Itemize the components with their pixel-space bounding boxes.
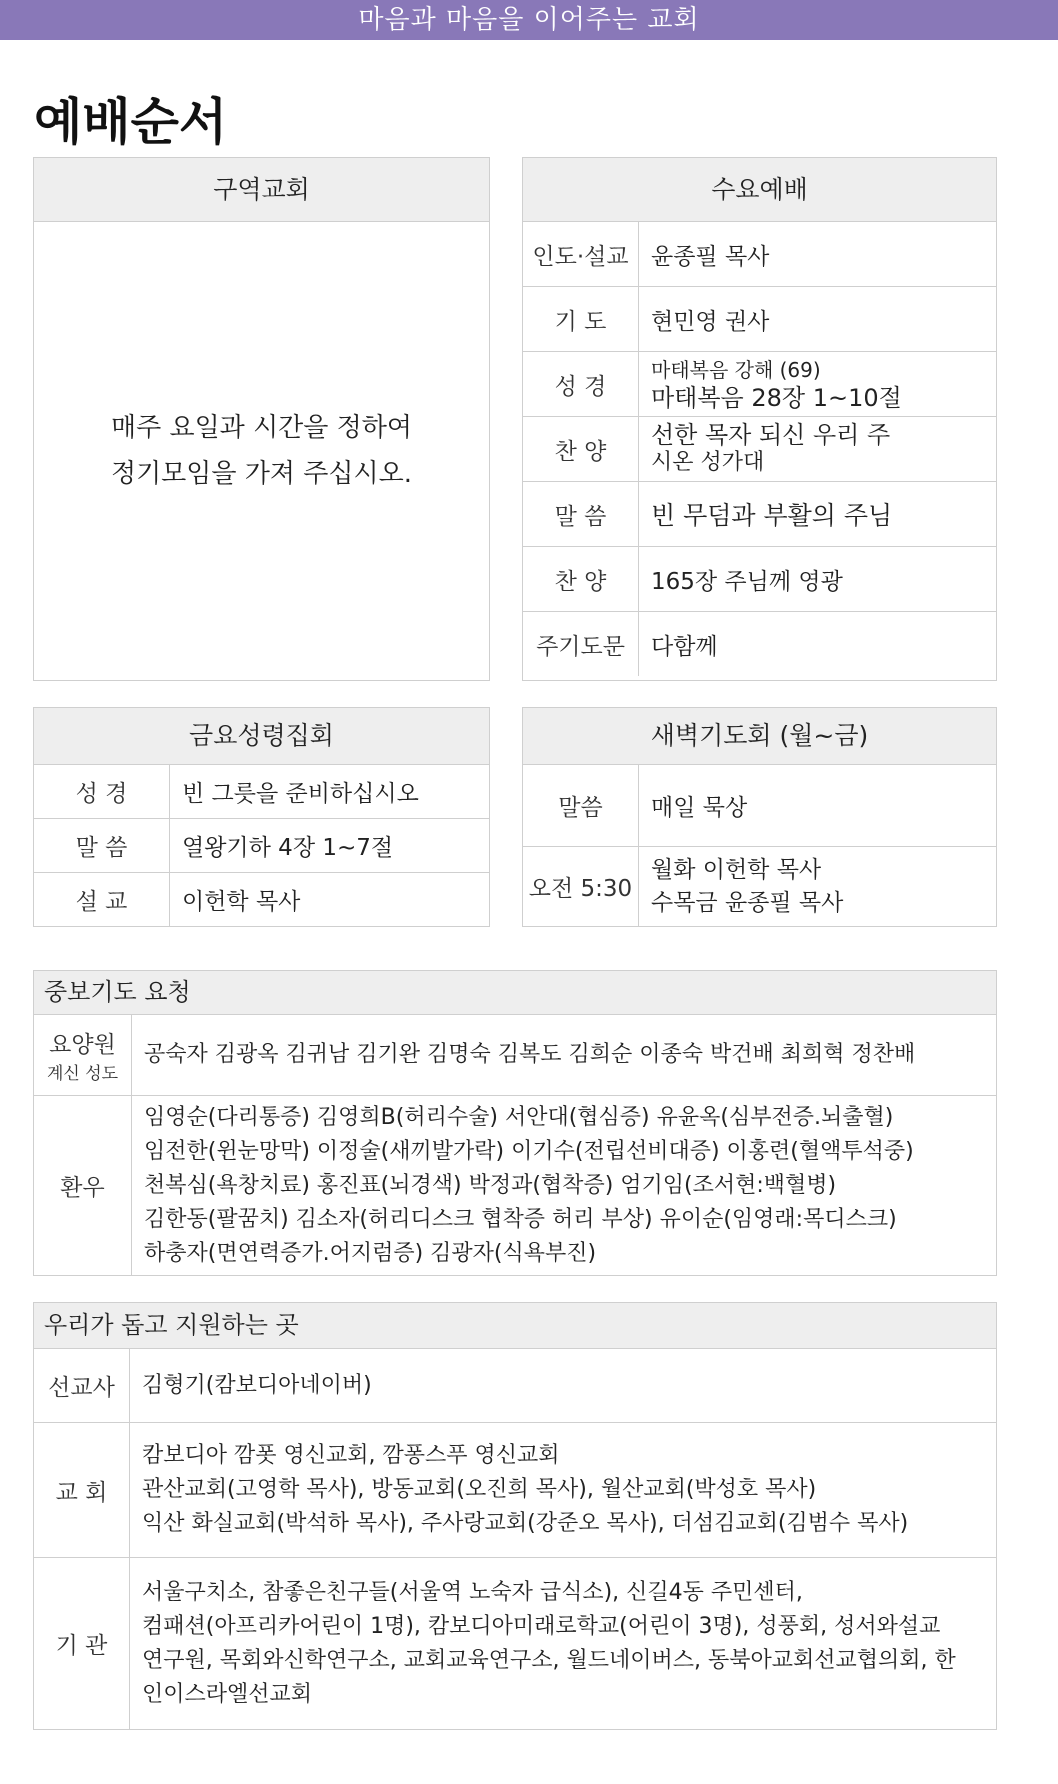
wednesday-row [523,287,996,352]
row-value: 빈 무덤과 부활의 주님 [651,501,893,530]
nursing-label-main: 요양원 [49,1032,116,1058]
patient-line: 하충자(면연력증가.어지럼증) 김광자(식욕부진) [144,1240,597,1266]
organization-line: 연구원, 목회와신학연구소, 교회교육연구소, 월드네이버스, 동북아교회선교협의회, 한 [142,1647,956,1673]
district-church-box [33,157,490,681]
friday-row [34,765,489,819]
missionary-row [34,1349,996,1423]
row-label: 오전 5:30 [523,847,639,926]
row-value: 매일 묵상 [651,795,748,821]
row-value: 이헌학 목사 [182,889,301,915]
row-value: 현민영 권사 [651,308,770,335]
support-title: 우리가 돕고 지원하는 곳 [34,1303,996,1349]
organization-label: 기 관 [34,1558,130,1729]
row-label: 찬 양 [523,547,639,611]
patient-line: 임전한(윈눈망막) 이정술(새끼발가락) 이기수(전립선비대증) 이홍련(혈액투석중) [144,1138,914,1164]
patient-line: 천복심(욕창치료) 홍진표(뇌경색) 박정과(협착증) 엄기임(조서현:백혈병) [144,1172,837,1198]
patient-line: 김한동(팔꿈치) 김소자(허리디스크 협착증 허리 부상) 유이순(임영래:목디스크) [144,1206,897,1232]
row-value [639,847,843,926]
wednesday-row [523,222,996,287]
hymn-title: 선한 목자 되신 우리 주 [651,421,891,449]
church-list [130,1423,908,1557]
organization-row [34,1558,996,1729]
row-label: 설 교 [34,873,170,926]
wednesday-service-title: 수요예배 [523,158,996,222]
row-value: 빈 그릇을 준비하십시오 [182,781,419,807]
top-banner: 마음과 마음을 이어주는 교회 [0,0,1058,40]
row-value [639,417,890,481]
missionary-value: 김형기(캄보디아네이버) [142,1372,372,1398]
prayer-request-box [33,970,997,1276]
missionary-label: 선교사 [34,1349,130,1422]
patients-list [132,1096,914,1275]
row-label: 인도·설교 [523,222,639,286]
page-title: 예배순서 [34,92,228,151]
nursing-home-names: 공숙자 김광옥 김귀남 김기완 김명숙 김복도 김희순 이종숙 박건배 최희혁 정찬배 [144,1042,916,1067]
friday-row [34,873,489,926]
organization-line: 서울구치소, 참좋은친구들(서울역 노숙자 급식소), 신길4동 주민센터, [142,1579,803,1605]
row-label: 찬 양 [523,417,639,481]
bible-passage: 마태복음 28장 1~10절 [651,384,902,412]
row-value [639,352,902,416]
nursing-label-sub: 계신 성도 [46,1064,119,1084]
dawn-row [523,847,996,926]
support-box [33,1302,997,1730]
district-note-line-2: 정기모임을 가져 주십시오. [110,459,413,489]
dawn-preacher-2: 수목금 윤종필 목사 [651,889,844,916]
friday-row [34,819,489,873]
row-value: 열왕기하 4장 1~7절 [182,835,394,861]
wednesday-row [523,547,996,612]
church-label: 교 회 [34,1423,130,1557]
wednesday-service-box [522,157,997,681]
patients-label: 환우 [34,1096,132,1275]
row-label: 기 도 [523,287,639,351]
organization-line: 컴패션(아프리카어린이 1명), 캄보디아미래로학교(어린이 3명), 성풍회, 성서와설교 [142,1613,941,1639]
patients-row [34,1096,996,1275]
church-line: 관산교회(고영학 목사), 방동교회(오진희 목사), 월산교회(박성호 목사) [142,1477,817,1502]
dawn-prayer-title: 새벽기도회 (월~금) [523,708,996,765]
prayer-request-title: 중보기도 요청 [34,971,996,1015]
row-label: 말 씀 [523,482,639,546]
bible-series: 마태복음 강해 (69) [651,358,821,382]
row-label: 성 경 [34,765,170,818]
row-label: 주기도문 [523,612,639,676]
choir-name: 시온 성가대 [651,450,765,475]
row-label: 성 경 [523,352,639,416]
nursing-home-label [34,1015,132,1095]
dawn-preacher-1: 월화 이헌학 목사 [651,856,822,883]
row-value: 다함께 [651,633,718,660]
wednesday-row [523,417,996,482]
row-value: 165장 주님께 영광 [651,568,843,595]
row-label: 말 씀 [34,819,170,872]
church-line: 익산 화실교회(박석하 목사), 주사랑교회(강준오 목사), 더섬김교회(김범수 목사) [142,1511,909,1536]
wednesday-row [523,482,996,547]
district-church-note [34,222,489,680]
row-label: 말씀 [523,765,639,846]
dawn-prayer-box [522,707,997,927]
district-note-line-1: 매주 요일과 시간을 정하여 [110,413,413,443]
row-value: 윤종필 목사 [651,243,770,270]
wednesday-row [523,612,996,676]
district-church-title: 구역교회 [34,158,489,222]
dawn-row [523,765,996,847]
organization-list [130,1558,956,1729]
church-row [34,1423,996,1558]
organization-line: 인이스라엘선교회 [142,1681,313,1707]
wednesday-row [523,352,996,417]
patient-line: 임영순(다리통증) 김영희B(허리수술) 서안대(협심증) 유윤옥(심부전증.뇌출혈) [144,1104,894,1130]
friday-service-box [33,707,490,927]
nursing-home-row [34,1015,996,1096]
friday-service-title: 금요성령집회 [34,708,489,765]
church-line: 캄보디아 깜폿 영신교회, 깜퐁스푸 영신교회 [142,1443,560,1468]
